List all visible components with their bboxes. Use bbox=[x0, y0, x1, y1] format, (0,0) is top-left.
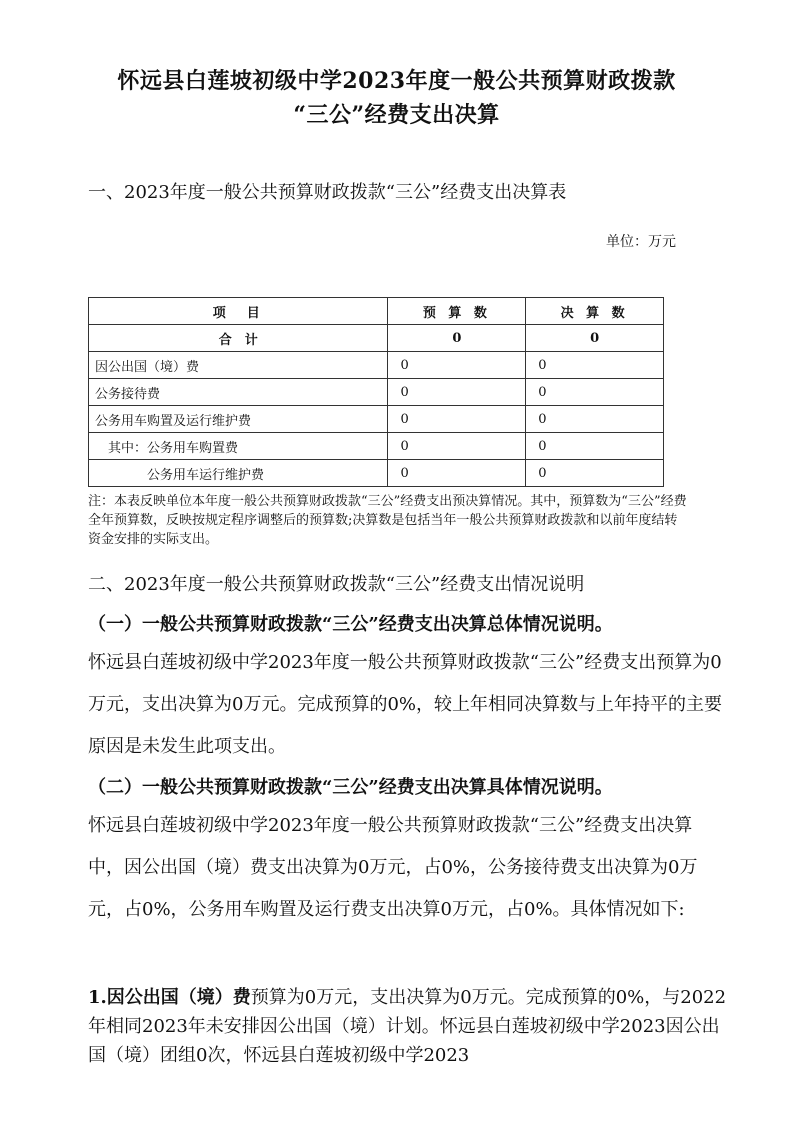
row-label: 公务用车购置及运行维护费 bbox=[89, 406, 388, 433]
header-budget: 预 算 数 bbox=[388, 298, 526, 325]
header-actual: 决 算 数 bbox=[526, 298, 664, 325]
item1-text: 预算为0万元，支出决算为0万元。完成预算的0%，与2022年相同2023年未安排因公出国（境）计划。怀远县白莲坡初级中学2023因公出国（境）团组0次，怀远县白莲坡初级中学2023 bbox=[88, 987, 727, 1066]
row-budget: 0 bbox=[388, 379, 526, 406]
subsection2-text: 怀远县白莲坡初级中学2023年度一般公共预算财政拨款“三公”经费支出决算中，因公出国（境）费支出决算为0万元，占0%，公务接待费支出决算为0万元，占0%，公务用车购置及运行费支出决算0万元，占0%。具体情况如下: bbox=[88, 815, 698, 920]
table-row bbox=[89, 460, 664, 487]
table-row bbox=[89, 352, 664, 379]
row-budget: 0 bbox=[388, 352, 526, 379]
table-row bbox=[89, 406, 664, 433]
table-total-row bbox=[89, 325, 664, 352]
subsection1-heading: （一）一般公共预算财政拨款“三公”经费支出决算总体情况说明。 bbox=[88, 614, 613, 635]
section1-heading: 一、2023年度一般公共预算财政拨款“三公”经费支出决算表 bbox=[88, 182, 567, 203]
row-budget: 0 bbox=[388, 460, 526, 487]
total-budget: 0 bbox=[388, 325, 526, 352]
table-row bbox=[89, 433, 664, 460]
item1-paragraph bbox=[88, 983, 728, 1070]
row-budget: 0 bbox=[388, 406, 526, 433]
section2-heading: 二、2023年度一般公共预算财政拨款“三公”经费支出情况说明 bbox=[88, 574, 585, 595]
subsection2-heading: （二）一般公共预算财政拨款“三公”经费支出决算具体情况说明。 bbox=[88, 777, 613, 798]
table-note: 注：本表反映单位本年度一般公共预算财政拨款“三公”经费支出预决算情况。其中，预算数为“三公”经费全年预算数，反映按规定程序调整后的预算数;决算数是包括当年一般公共预算财政拨款和以前年度结转资金安排的实际支出。 bbox=[88, 494, 687, 547]
row-actual: 0 bbox=[526, 433, 664, 460]
row-label: 其中：公务用车购置费 bbox=[89, 433, 388, 460]
item1-label: 1.因公出国（境）费 bbox=[88, 987, 251, 1008]
unit-label: 单位：万元 bbox=[606, 234, 676, 250]
row-label: 公务接待费 bbox=[89, 379, 388, 406]
row-label: 因公出国（境）费 bbox=[89, 352, 388, 379]
table-header-row bbox=[89, 298, 664, 325]
table-row bbox=[89, 379, 664, 406]
document-title-line2: “三公”经费支出决算 bbox=[293, 102, 500, 128]
row-actual: 0 bbox=[526, 406, 664, 433]
row-label: 公务用车运行维护费 bbox=[89, 460, 388, 487]
row-actual: 0 bbox=[526, 379, 664, 406]
expense-table bbox=[88, 297, 664, 487]
header-item: 项 目 bbox=[89, 298, 388, 325]
total-actual: 0 bbox=[526, 325, 664, 352]
document-title-line1: 怀远县白莲坡初级中学2023年度一般公共预算财政拨款 bbox=[117, 68, 676, 94]
row-actual: 0 bbox=[526, 352, 664, 379]
row-actual: 0 bbox=[526, 460, 664, 487]
row-budget: 0 bbox=[388, 433, 526, 460]
subsection1-text: 怀远县白莲坡初级中学2023年度一般公共预算财政拨款“三公”经费支出预算为0万元，支出决算为0万元。完成预算的0%，较上年相同决算数与上年持平的主要原因是未发生此项支出。 bbox=[88, 652, 723, 757]
total-label: 合 计 bbox=[89, 325, 388, 352]
